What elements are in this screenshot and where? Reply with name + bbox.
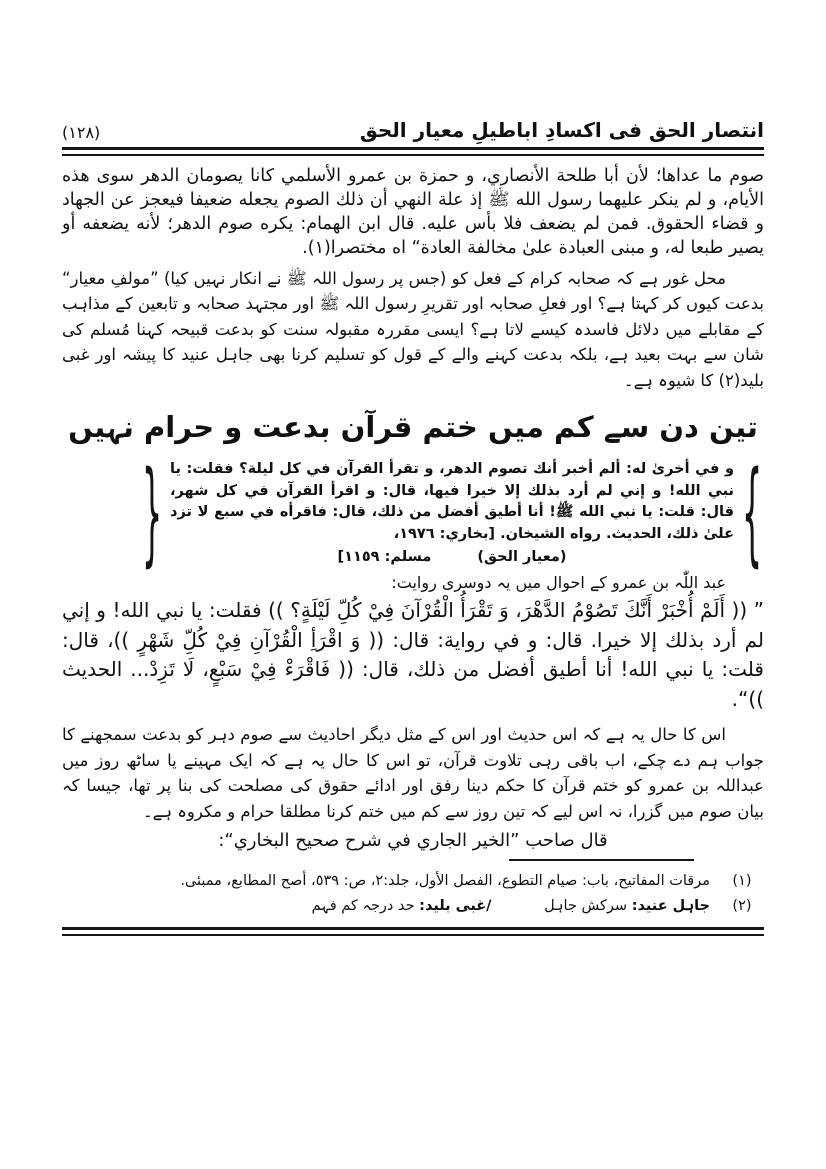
section-heading: تین دن سے کم میں ختم قرآن بدعت و حرام نہیں xyxy=(68,410,758,445)
opening-brace: { xyxy=(741,443,763,577)
quote-citation-continued: مسلم: ١١٥٩] xyxy=(337,548,432,565)
footnote-2-term-1: جاہل عنید: xyxy=(631,897,710,914)
quote-source: (معیار الحق) xyxy=(477,548,567,565)
quote-text: و في أخریٰ له: ألم أخبر أنك تصوم الدهر، و تقرأ القرآن في كل ليلة؟ فقلت: يا نبي الله! و إني لم أرد بذلك إلا خيرا فيها، قال: و اقرأ القرآن في كل شهر، قال: قلت: يا نبي الله ﷺ! أنا أطيق أفضل من ذلك، قال: فاقرأه في سبع لا تزد علىٰ ذلك، الحديث. رواه الشيخان. [بخاري: ١٩٧٦، xyxy=(170,460,734,543)
book-title: انتصار الحق فی اکسادِ اباطیلِ معیار الحق xyxy=(359,118,764,142)
hadith-arabic: ” (( أَلَمْ أُخْبَرْ أَنَّكَ تَصُوْمُ الدَّهْرَ، وَ تَقْرَأُ الْقُرْآنَ فِيْ كُلِّ لَيْلَةٍ؟ )) فقلت: يا نبي الله! و إني لم أرد بذلك إلا خيرا. قال: و في رواية: قال: (( وَ اقْرَأِ الْقُرْآنِ فِيْ كُلِّ شَهْرٍ ))، قال: قلت: يا نبي الله! أنا أطيق أفضل من ذلك، قال: (( فَاقْرَءْ فِيْ سَبْعٍ، لَا تَزِدْ... الحديث ))“. xyxy=(62,597,764,711)
footnote-2-def-1: سرکش جاہل xyxy=(544,897,628,914)
arabic-paragraph-1: صوم ما عداها؛ لأن أبا طلحة الأنصاري، و حمزة بن عمرو الأسلمي كانا يصومان الدهر سوى هذه الأيام، و لم ينكر عليهما رسول الله ﷺ إذ علة النهي أن ذلك الصوم يجعله ضعيفا فيعجز عن الجهاد و قضاء الحقوق. فمن لم يضعف فلا بأس عليه. قال ابن الهمام: يكره صوم الدهر؛ لأنه يضعفه أو يصير طبعا له، و مبنى العبادة علىٰ مخالفة العادة“ اه مختصرا(١). xyxy=(62,166,764,259)
page-number: (١٢٨) xyxy=(62,123,101,142)
narrator-line: عبد اللّٰہ بن عمرو کے احوال میں یہ دوسری روایت: xyxy=(391,572,726,592)
footnote-2 xyxy=(62,894,764,919)
page-header xyxy=(62,118,764,142)
header-rule xyxy=(62,147,764,156)
speaker-line: قال صاحب ”الخیر الجاري في شرح صحیح البخاري“: xyxy=(218,829,608,851)
footnote-2-number: (٢) xyxy=(732,897,752,914)
footnote-separator xyxy=(509,859,694,861)
quote-block xyxy=(140,443,764,577)
footnote-1 xyxy=(62,869,764,894)
footnote-1-text: مرقات المفاتیح، باب: صیام التطوع، الفصل الأول، جلد:٢، ص: ٥٣٩، أصح المطابع، ممبئی. xyxy=(180,872,710,889)
footnote-2-text xyxy=(312,894,710,919)
closing-brace: } xyxy=(141,443,163,577)
footnote-1-number: (١) xyxy=(732,872,752,889)
urdu-paragraph-1: محل غور ہے کہ صحابہ کرام کے فعل کو (جس پر رسول اللہ ﷺ نے انکار نہیں کیا) ”مولفِ معیار“ بدعت کیوں کر کہتا ہے؟ اور فعلِ صحابہ اور تقریرِ رسول اللہ ﷺ اور مجتہد صحابہ و تابعین کے مذاہب کے مقابلے میں دلائل فاسدہ کیسے لاتا ہے؟ ایسی مقررہ مقبولہ سنت کو بدعت قبیحہ کہنا مُسلم کی شان سے بہت بعید ہے، بلکہ بدعت کہنے والے کے قول کو تسلیم کرنا بھی جاہل عنید کا پیشہ اور غبی بلید(٢) کا شیوہ ہے۔ xyxy=(62,268,764,390)
footnote-2-def-2: حد درجہ کم فہم xyxy=(311,897,415,914)
footnotes xyxy=(62,869,764,920)
footnote-2-term-2: /غبی بلید: xyxy=(419,897,492,914)
quote-inner xyxy=(164,456,740,565)
footer-rule xyxy=(62,927,764,936)
urdu-paragraph-2: اس کا حال یہ ہے کہ اس حدیث اور اس کے مثل دیگر احادیث سے صوم دہر کو بدعت سمجھنے کا جواب ہم دے چکے، اب باقی رہی تلاوت قرآن، تو اس کا حال یہ ہے کہ ایک مہینے یا ساٹھ روز میں عبداللہ بن عمرو کو ختم قرآن کا حکم دینا رفق اور ادائے حقوق کی مصلحت کی بنا پر تھا، جیسا کہ بیان صوم میں گزرا، نہ اس لیے کہ تین روز سے کم میں ختم کرنا مطلقا حرام و مکروہ ہے۔ xyxy=(62,725,764,822)
quote-citation-row xyxy=(170,549,734,565)
